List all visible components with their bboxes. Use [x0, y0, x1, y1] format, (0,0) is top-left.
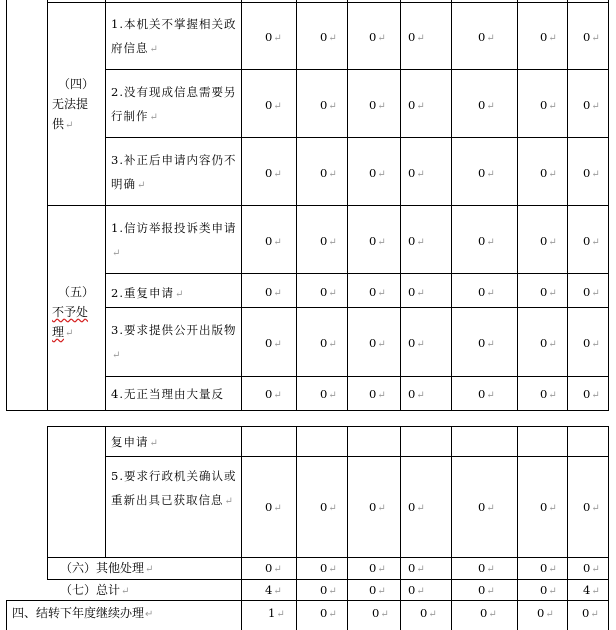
part4-value-1: 1↵	[268, 606, 285, 620]
section5-row3-value-7: 0↵	[583, 336, 600, 350]
part4-label: 四、结转下年度继续办理↵	[12, 606, 154, 620]
section5-row1-label: 1.信访举报投诉类申请↵	[111, 221, 237, 259]
section4-row1-value-5: 0↵	[478, 30, 495, 44]
part4-value-7: 0↵	[582, 606, 599, 620]
section5-row2-value-5: 0↵	[478, 285, 495, 299]
part4-value-6: 0↵	[537, 606, 554, 620]
section5-row5-label: 5.要求行政机关确认或重新出具已获取信息↵	[111, 469, 237, 507]
section5-row1-value-6: 0↵	[540, 234, 557, 248]
section6-value-6: 0↵	[540, 561, 557, 575]
section4-row3-value-2: 0↵	[320, 166, 337, 180]
section5-row2-label: 2.重复申请↵	[111, 286, 185, 300]
section5-row3-value-1: 0↵	[265, 336, 282, 350]
section4-row3-value-3: 0↵	[369, 166, 386, 180]
section5-row5-value-5: 0↵	[478, 500, 495, 514]
section5-row2-value-1: 0↵	[265, 285, 282, 299]
section5-row2-value-2: 0↵	[320, 285, 337, 299]
section4-row1-value-6: 0↵	[540, 30, 557, 44]
section7-value-6: 0↵	[540, 583, 557, 597]
section5-row3-label: 3.要求提供公开出版物↵	[111, 323, 237, 361]
section5-row5-value-1: 0↵	[265, 500, 282, 514]
section4-row1-label: 1.本机关不掌握相关政府信息↵	[111, 17, 237, 55]
section7-value-2: 0↵	[320, 583, 337, 597]
section4-row3-value-5: 0↵	[478, 166, 495, 180]
section5-row1-value-1: 0↵	[265, 234, 282, 248]
part4-value-4: 0↵	[420, 606, 437, 620]
section5-row3-value-6: 0↵	[540, 336, 557, 350]
section5-row4-value-3: 0↵	[369, 387, 386, 401]
section5-row2-value-7: 0↵	[583, 285, 600, 299]
section5-row2-value-4: 0↵	[408, 285, 425, 299]
section4-label: （四） 无法提 供↵	[52, 77, 95, 131]
part4-value-2: 0↵	[320, 606, 337, 620]
section5-row4-value-6: 0↵	[540, 387, 557, 401]
section5-row4-value-4: 0↵	[408, 387, 425, 401]
section5-row4-value-5: 0↵	[478, 387, 495, 401]
section5-row4-continued-label: 复申请↵	[111, 435, 159, 449]
section4-row2-label: 2.没有现成信息需要另行制作↵	[111, 85, 237, 123]
section7-value-7: 4↵	[583, 583, 600, 597]
section5-row2-value-6: 0↵	[540, 285, 557, 299]
section5-row5-value-2: 0↵	[320, 500, 337, 514]
section4-row2-value-5: 0↵	[478, 98, 495, 112]
section4-row1-value-2: 0↵	[320, 30, 337, 44]
section5-row1-value-3: 0↵	[369, 234, 386, 248]
section5-row5-value-7: 0↵	[583, 500, 600, 514]
section5-row2-value-3: 0↵	[369, 285, 386, 299]
section5-row4-value-7: 0↵	[583, 387, 600, 401]
section4-row2-value-4: 0↵	[408, 98, 425, 112]
section4-row1-value-7: 0↵	[583, 30, 600, 44]
section5-row4-label: 4.无正当理由大量反	[111, 387, 224, 401]
part4-value-5: 0↵	[480, 606, 497, 620]
section5-row1-value-7: 0↵	[583, 234, 600, 248]
section4-row1-value-1: 0↵	[265, 30, 282, 44]
section4-row3-label: 3.补正后申请内容仍不明确↵	[111, 153, 237, 191]
section7-value-5: 0↵	[478, 583, 495, 597]
section5-label: （五） 不予处 理↵	[52, 285, 95, 339]
section4-row2-value-7: 0↵	[583, 98, 600, 112]
section7-value-3: 0↵	[369, 583, 386, 597]
section4-row3-value-7: 0↵	[583, 166, 600, 180]
section5-row5-value-6: 0↵	[540, 500, 557, 514]
section5-row4-value-2: 0↵	[320, 387, 337, 401]
section5-row5-value-3: 0↵	[369, 500, 386, 514]
section4-row3-value-6: 0↵	[540, 166, 557, 180]
section6-value-7: 0↵	[583, 561, 600, 575]
section4-row3-value-1: 0↵	[265, 166, 282, 180]
section5-row4-value-1: 0↵	[265, 387, 282, 401]
section5-row3-value-4: 0↵	[408, 336, 425, 350]
section5-row3-value-3: 0↵	[369, 336, 386, 350]
section4-row2-value-6: 0↵	[540, 98, 557, 112]
section4-row1-value-3: 0↵	[369, 30, 386, 44]
section7-label: （七）总计↵	[60, 583, 130, 597]
section5-row5-value-4: 0↵	[408, 500, 425, 514]
section4-row3-value-4: 0↵	[408, 166, 425, 180]
section5-row1-value-2: 0↵	[320, 234, 337, 248]
section7-value-4: 0↵	[408, 583, 425, 597]
section6-value-1: 0↵	[265, 561, 282, 575]
section7-value-1: 4↵	[265, 583, 282, 597]
section6-label: （六）其他处理↵	[60, 561, 154, 575]
section5-row1-value-4: 0↵	[408, 234, 425, 248]
section4-row1-value-4: 0↵	[408, 30, 425, 44]
section6-value-3: 0↵	[369, 561, 386, 575]
section6-value-2: 0↵	[320, 561, 337, 575]
section4-row2-value-3: 0↵	[369, 98, 386, 112]
section6-value-4: 0↵	[408, 561, 425, 575]
section4-row2-value-1: 0↵	[265, 98, 282, 112]
section5-row1-value-5: 0↵	[478, 234, 495, 248]
section4-row2-value-2: 0↵	[320, 98, 337, 112]
section5-row3-value-2: 0↵	[320, 336, 337, 350]
section5-row3-value-5: 0↵	[478, 336, 495, 350]
part4-value-3: 0↵	[372, 606, 389, 620]
section6-value-5: 0↵	[478, 561, 495, 575]
